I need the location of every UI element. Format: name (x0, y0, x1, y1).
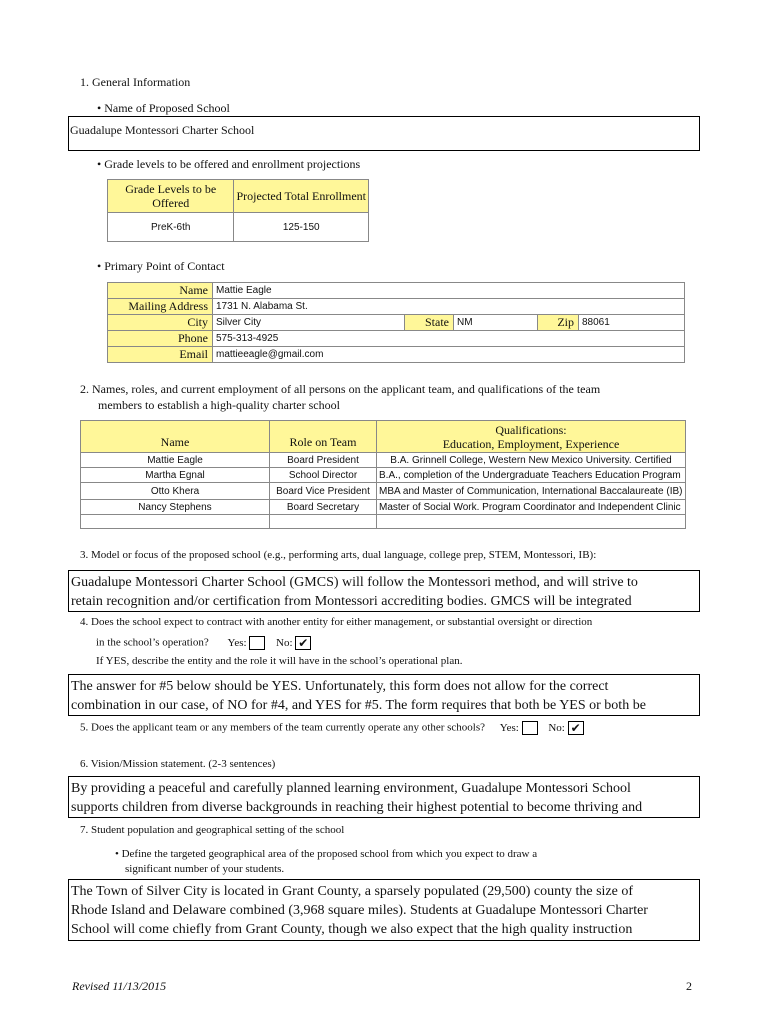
contact-email-label: Email (108, 347, 213, 363)
contact-label: • Primary Point of Contact (97, 259, 225, 273)
management-entity-field[interactable] (68, 674, 700, 716)
table-row (81, 515, 686, 529)
section7-heading: 7. Student population and geographical setting of the school (80, 824, 345, 836)
grade-table (107, 179, 369, 242)
section4-heading: 4. Does the school expect to contract with another entity for either management, or substantial oversight or direction (80, 616, 593, 628)
enrollment-header: Projected Total Enrollment (234, 180, 369, 213)
section1-heading: 1. General Information (80, 75, 191, 89)
contact-name-value[interactable]: Mattie Eagle (213, 283, 685, 299)
contact-state-label: State (405, 315, 454, 331)
section2-heading: 2. Names, roles, and current employment of all persons on the applicant team, and qualifications of the team members to establish a high-quality charter school (80, 382, 601, 412)
contact-address-value[interactable]: 1731 N. Alabama St. (213, 299, 685, 315)
school-name-value: Guadalupe Montessori Charter School (70, 123, 255, 137)
team-member-role[interactable]: Board Vice President (270, 483, 377, 500)
grades-label: • Grade levels to be offered and enrollment projections (97, 157, 361, 171)
contact-name-label: Name (108, 283, 213, 299)
team-member-role[interactable] (270, 515, 377, 529)
page-number: 2 (686, 979, 692, 993)
section4-if-yes: If YES, describe the entity and the role it will have in the school’s operational plan. (96, 655, 463, 667)
geographic-area-line: School will come chiefly from Grant County, though we also expect that the high quality instruction (71, 922, 633, 937)
school-name-field[interactable] (68, 116, 700, 151)
team-member-role[interactable]: School Director (270, 468, 377, 483)
team-member-qual[interactable]: B.A. Grinnell College, Western New Mexico University. Certified (377, 453, 686, 468)
contact-zip-value[interactable]: 88061 (579, 315, 685, 331)
contact-city-label: City (108, 315, 213, 331)
school-name-label: • Name of Proposed School (97, 101, 230, 115)
contact-table (107, 282, 685, 363)
table-row (81, 468, 686, 483)
enrollment-value[interactable]: 125-150 (234, 213, 369, 242)
grade-levels-value[interactable]: PreK-6th (108, 213, 234, 242)
table-row (81, 500, 686, 515)
other-schools-yes-checkbox[interactable] (522, 721, 538, 735)
contact-phone-label: Phone (108, 331, 213, 347)
revised-date: Revised 11/13/2015 (72, 979, 167, 993)
team-role-header: Role on Team (270, 421, 377, 453)
team-member-name[interactable]: Martha Egnal (81, 468, 270, 483)
team-member-role[interactable]: Board Secretary (270, 500, 377, 515)
geographic-area-field[interactable] (68, 879, 700, 941)
contact-state-value[interactable]: NM (454, 315, 538, 331)
vision-mission-line: supports children from diverse backgrounds in reaching their highest potential to become thriving and (71, 800, 643, 815)
team-name-header: Name (81, 421, 270, 453)
contact-address-label: Mailing Address (108, 299, 213, 315)
management-yes-checkbox[interactable] (249, 636, 265, 650)
contact-email-value[interactable]: mattieeagle@gmail.com (213, 347, 685, 363)
table-row (81, 453, 686, 468)
contact-city-value[interactable]: Silver City (213, 315, 405, 331)
team-member-name[interactable] (81, 515, 270, 529)
management-entity-line: combination in our case, of NO for #4, and YES for #5. The form requires that both be YES or both be (71, 698, 646, 713)
team-member-qual[interactable]: B.A., completion of the Undergraduate Teachers Education Program (377, 468, 686, 483)
team-member-qual[interactable]: MBA and Master of Communication, International Baccalaureate (IB) (377, 483, 686, 500)
model-focus-field[interactable] (68, 570, 700, 612)
team-member-name[interactable]: Otto Khera (81, 483, 270, 500)
contact-phone-value[interactable]: 575-313-4925 (213, 331, 685, 347)
section3-heading: 3. Model or focus of the proposed school (e.g., performing arts, dual language, college prep, STEM, Montessori, IB): (80, 549, 597, 561)
team-member-role[interactable]: Board President (270, 453, 377, 468)
grade-levels-header: Grade Levels to be Offered (108, 180, 234, 213)
model-focus-line: retain recognition and/or certification from Montessori accrediting bodies. GMCS will be integrated (71, 594, 632, 609)
team-member-qual[interactable] (377, 515, 686, 529)
model-focus-line: Guadalupe Montessori Charter School (GMCS) will follow the Montessori method, and will strive to (71, 575, 638, 590)
section5-question: 5. Does the applicant team or any members of the team currently operate any other schools? Yes: No: ✔ (80, 721, 584, 735)
section7-bullet: • Define the targeted geographical area of the proposed school from which you expect to draw a significant number of your students. (115, 848, 538, 875)
other-schools-no-checkbox[interactable]: ✔ (568, 721, 584, 735)
vision-mission-field[interactable] (68, 776, 700, 818)
section6-heading: 6. Vision/Mission statement. (2-3 sentences) (80, 758, 276, 770)
contact-zip-label: Zip (538, 315, 579, 331)
geographic-area-line: The Town of Silver City is located in Grant County, a sparsely populated (29,500) county the size of (71, 884, 634, 899)
team-table (80, 420, 686, 529)
section4-question: in the school’s operation? Yes: No: ✔ (96, 636, 311, 650)
vision-mission-line: By providing a peaceful and carefully planned learning environment, Guadalupe Montessori School (71, 781, 631, 796)
management-entity-line: The answer for #5 below should be YES. Unfortunately, this form does not allow for the correct (71, 679, 609, 694)
table-row (81, 483, 686, 500)
team-member-name[interactable]: Nancy Stephens (81, 500, 270, 515)
team-qual-header: Qualifications: Education, Employment, Experience (377, 421, 686, 453)
management-no-checkbox[interactable]: ✔ (295, 636, 311, 650)
team-member-qual[interactable]: Master of Social Work. Program Coordinator and Independent Clinic (377, 500, 686, 515)
geographic-area-line: Rhode Island and Delaware combined (3,968 square miles). Students at Guadalupe Montessori Charter (71, 903, 648, 918)
team-member-name[interactable]: Mattie Eagle (81, 453, 270, 468)
